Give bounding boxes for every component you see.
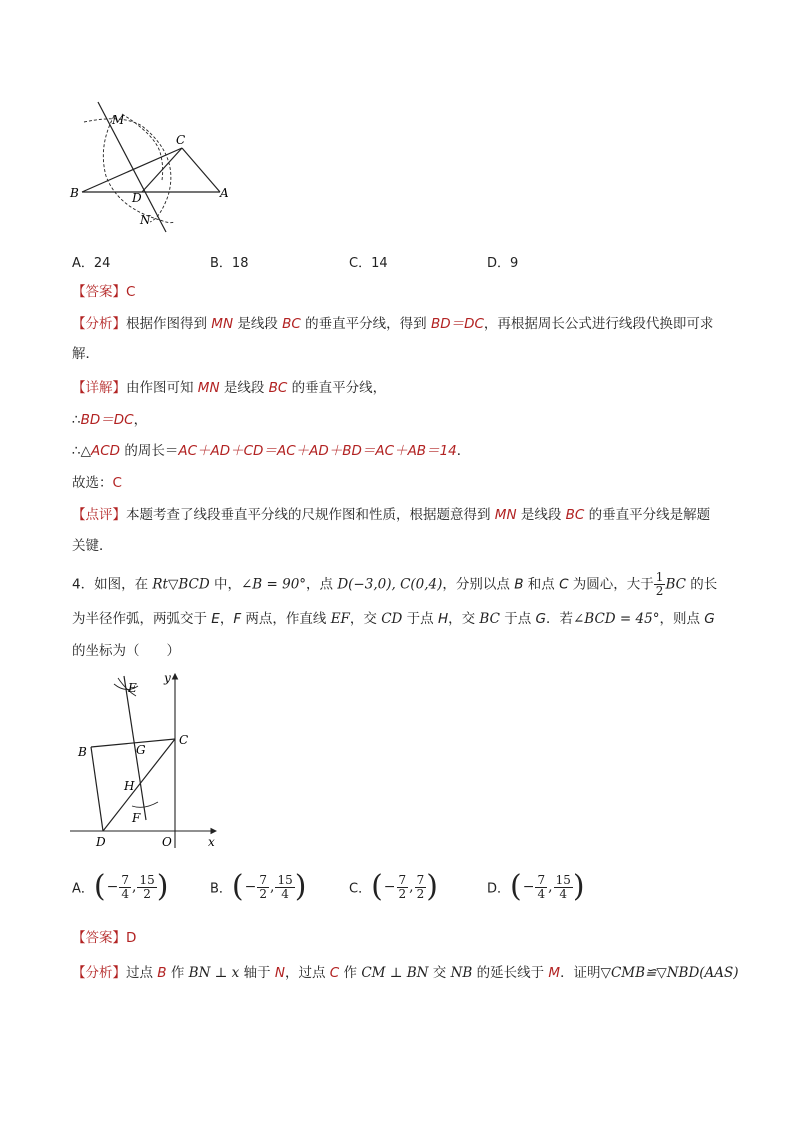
q3-analysis-line1: 【分析】根据作图得到 MN 是线段 BC 的垂直平分线，得到 BD＝DC，再根据周长公式进行线段代换即可求 [72, 316, 714, 332]
label-A: A [220, 186, 229, 200]
label-H: H [124, 779, 135, 793]
label-G: G [136, 743, 146, 757]
arc-from-B [84, 119, 171, 222]
label-B: B [78, 745, 87, 759]
fraction-half: $\frac{1}{2}$ [655, 570, 664, 598]
q4-answer: 【答案】D [72, 930, 137, 946]
label-M: M [112, 113, 125, 127]
q4-analysis-line1: 【分析】过点 B 作 BN ⊥ x 轴于 N，过点 C 作 CM ⊥ BN 交 NB 的延长线于 M．证明▽CMB≌▽NBD(AAS) [72, 965, 739, 981]
q4-stem-line2: 为半径作弧，两弧交于 E，F 两点，作直线 EF，交 CD 于点 H，交 BC 于点 G．若∠BCD = 45°，则点 G [72, 611, 715, 627]
label-F: F [132, 811, 141, 825]
q3-analysis-line2: 解． [72, 346, 99, 362]
q3-option-b: B．18 [210, 256, 249, 271]
label-N: N [140, 213, 151, 227]
label-C: C [179, 733, 189, 747]
label-O: O [162, 835, 172, 849]
q3-comment-line1: 【点评】本题考查了线段垂直平分线的尺规作图和性质，根据题意得到 MN 是线段 BC 的垂直平分线是解题 [72, 507, 711, 523]
arc-F [132, 802, 158, 807]
figure-triangle-perpendicular-bisector [62, 96, 242, 236]
label-E: E [128, 681, 137, 695]
q3-detail-step2: ∴△ACD 的周长＝AC＋AD＋CD＝AC＋AD＋BD＝AC＋AB＝14． [72, 443, 471, 459]
q4-option-c: C． ( − $\frac{7}{2}$ , $\frac{7}{2}$ ) [349, 869, 438, 904]
arc-from-C-upper [122, 114, 163, 180]
segment-CA [182, 148, 220, 192]
q3-option-c: C．14 [349, 256, 388, 271]
label-C: C [176, 133, 186, 147]
figure-coordinate-triangle [66, 668, 226, 854]
segment-BC [91, 739, 175, 747]
line-MN [98, 102, 166, 232]
segment-BD [91, 747, 103, 831]
q4-stem-line3: 的坐标为（ ） [72, 643, 180, 659]
q3-options [72, 252, 722, 272]
label-x: x [208, 835, 215, 849]
label-D: D [132, 191, 142, 205]
label-B: B [70, 186, 79, 200]
q3-detail-step1: ∴BD＝DC， [72, 412, 148, 428]
label-D: D [96, 835, 106, 849]
q3-option-a: A．24 [72, 256, 111, 271]
q4-option-d: D． ( − $\frac{7}{4}$ , $\frac{15}{4}$ ) [487, 869, 585, 904]
q4-stem-line1: 4．如图，在 Rt▽BCD 中，∠B = 90°，点 D(−3,0), C(0,4)，分别以点 B 和点 C 为圆心，大于 $\frac{1}{2}$ BC 的长 [72, 570, 718, 598]
label-y: y [164, 671, 171, 685]
q4-option-b: B． ( − $\frac{7}{2}$ , $\frac{15}{4}$ ) [210, 869, 307, 904]
segment-BC [82, 148, 182, 192]
q3-comment-line2: 关键． [72, 538, 113, 554]
q3-option-d: D．9 [487, 256, 519, 271]
q3-answer: 【答案】C [72, 284, 136, 300]
q4-option-a: A． ( − $\frac{7}{4}$ , $\frac{15}{2}$ ) [72, 869, 169, 904]
q4-options [72, 870, 722, 910]
segment-CD [142, 148, 182, 192]
q3-choose: 故选：C [72, 475, 122, 491]
q3-detail-line1: 【详解】由作图可知 MN 是线段 BC 的垂直平分线， [72, 380, 387, 396]
